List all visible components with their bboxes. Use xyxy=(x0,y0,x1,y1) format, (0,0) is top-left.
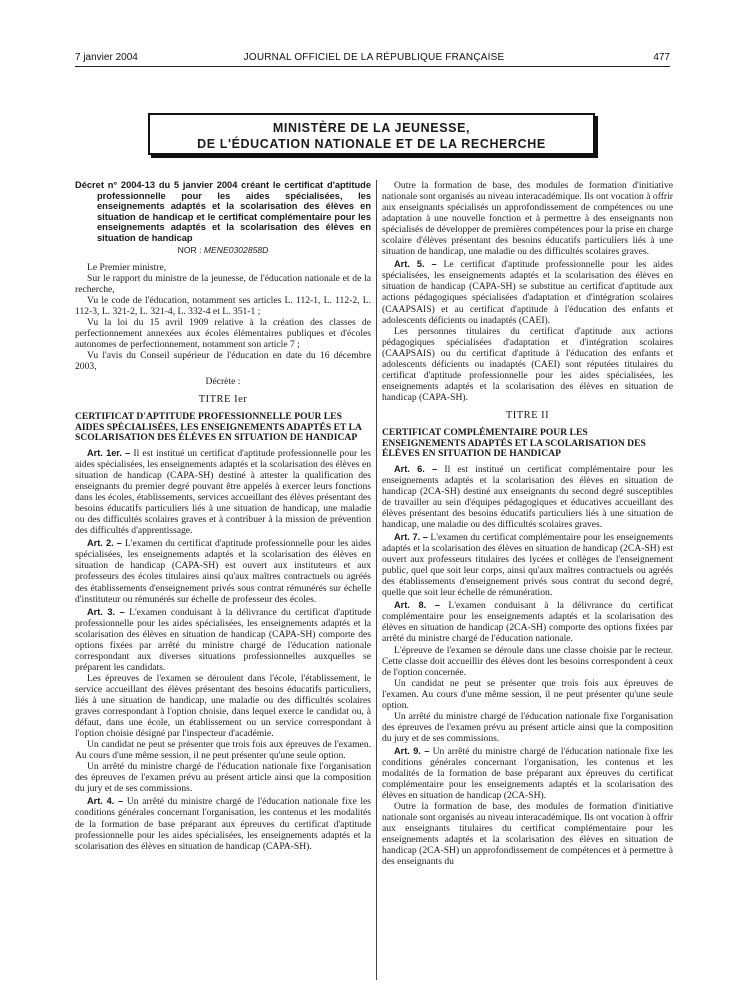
decrete-line: Décrète : xyxy=(205,376,241,388)
article-text: L'examen du certificat complémentaire pour les enseignements adaptés et la scolarisation des élèves en situation de handicap (2CA-SH) est ouvert aux professeurs titulaires des lycées et collèges de l'enseignement public, quel que soit leur corps, ainsi qu'aux maîtres contractuels ou agréés des établissements d'enseignement privés sous contrat du second degré, quelle que soit leur échelle de rémunération. xyxy=(382,532,673,599)
article-7 xyxy=(382,532,673,598)
article-text: L'examen du certificat d'aptitude professionnelle pour les aides spécialisées, les enseignements adaptés et la scolarisation des élèves en situation de handicap (CAPA-SH) est ouvert aux instituteurs et aux professeurs des écoles titulaires ainsi qu'aux maîtres contractuels ou agréés des établissements d'enseignement privés sous contrat rémunérés sur échelle d'instituteur ou rémunérés sur échelle de professeur des écoles. xyxy=(75,538,371,605)
article-text: L'examen conduisant à la délivrance du certificat complémentaire pour les enseignements adaptés et la scolarisation des élèves en situation de handicap (2CA-SH) comporte des options fixées par arrêté du ministre chargé de l'éducation nationale. xyxy=(382,600,673,645)
article-paragraph: Les épreuves de l'examen se déroulent dans l'école, l'établissement, le service accueillant des élèves présentant des besoins éducatifs particuliers, liés à une situation de handicap, une maladie ou des difficultés scolaires graves correspondant à l'option choisie, dans lequel exerce le candidat ou, à défaut, dans une école, un établissement ou un service correspondant à l'option choisie désigné par l'inspecteur d'académie. xyxy=(75,672,371,740)
header-date: 7 janvier 2004 xyxy=(75,52,138,63)
article-text: Il est institué un certificat d'aptitude professionnelle pour les aides spécialisées, les enseignements adaptés et la scolarisation des élèves en situation de handicap (CAPA-SH) destiné à attester la qualification des enseignants du premier degré pouvant être appelés à exercer leurs fonctions dans les écoles, établissements, services accueillant des élèves présentant des besoins éducatifs particuliers liés à une situation de handicap, une maladie ou des difficultés scolaires graves et à contribuer à la mission de prévention des difficultés d'apprentissage. xyxy=(75,447,371,537)
article-4 xyxy=(75,796,371,851)
preamble-line: Vu le code de l'éducation, notamment ses articles L. 112-1, L. 112-2, L. 112-3, L. 321-2, L. 321-4, L. 332-4 et L. 351-1 ; xyxy=(75,294,371,317)
article-paragraph: L'épreuve de l'examen se déroule dans une classe choisie par le recteur. Cette classe doit accueillir des élèves dont les besoins correspondent à ceux de l'option concernée. xyxy=(382,644,673,678)
titre-1-subheading: CERTIFICAT D'APTITUDE PROFESSIONNELLE POUR LES AIDES SPÉCIALISÉES, LES ENSEIGNEMENTS ADAPTÉS ET LA SCOLARISATION DES ÉLÈVES EN SITUATION DE HANDICAP xyxy=(75,411,362,444)
article-label: Art. 9. – xyxy=(394,745,430,756)
article-paragraph: Un arrêté du ministre chargé de l'éducation nationale fixe l'organisation des épreuves de l'examen prévu au présent article ainsi que la composition du jury et de ses commissions. xyxy=(75,761,371,795)
nor-label: NOR : xyxy=(177,244,202,255)
titre-2-heading: TITRE II xyxy=(505,409,550,421)
article-text: L'examen conduisant à la délivrance du certificat d'aptitude professionnelle pour les aides spécialisées, les enseignements adaptés et la scolarisation des élèves en situation de handicap (CAPA-SH) comporte des options fixées par arrêté du ministre chargé de l'éducation nationale correspondant aux diverses situations professionnelles auxquelles se préparent les candidats. xyxy=(75,606,372,673)
ministry-heading-box xyxy=(148,113,595,155)
article-paragraph: Un candidat ne peut se présenter que trois fois aux épreuves de l'examen. Au cours d'une même session, il ne peut présenter qu'une seule option. xyxy=(382,677,673,711)
article-label: Art. 5. – xyxy=(394,259,437,270)
article-label: Art. 8. – xyxy=(394,600,440,611)
titre-1-heading: TITRE Ier xyxy=(198,394,248,406)
right-column xyxy=(382,180,673,867)
article-paragraph: Outre la formation de base, des modules de formation d'initiative nationale sont organisés au niveau interacadémique. Ils ont vocation à offrir aux enseignants spécialisés un approfondissement de compétences ou une adaptation à une nouvelle fonction et à permettre à des enseignants non spécialisés de développer de premières compétences pour la prise en charge scolaire d'élèves présentant des besoins éducatifs particuliers liés à une situation de handicap, une maladie ou des difficultés scolaires graves. xyxy=(382,180,673,258)
article-label: Art. 7. – xyxy=(394,532,428,543)
article-label: Art. 1er. – xyxy=(87,447,131,458)
page-number: 477 xyxy=(653,52,670,63)
article-paragraph: Les personnes titulaires du certificat d'aptitude aux actions pédagogiques spécialisées d'adaptation et d'intégration scolaires (CAAPSAIS) ou du certificat d'aptitude à l'éducation des enfants et adolescents déficients ou inadaptés (CAEI) sont réputées titulaires du certificat d'aptitude professionnelle pour les aides spécialisées, les enseignements adaptés et la scolarisation des élèves en situation de handicap (CAPA-SH). xyxy=(382,325,673,403)
preamble-line: Sur le rapport du ministre de la jeunesse, de l'éducation nationale et de la recherche, xyxy=(75,272,371,295)
article-1 xyxy=(75,448,371,536)
ministry-line-1: MINISTÈRE DE LA JEUNESSE, xyxy=(272,121,471,135)
article-paragraph: Outre la formation de base, des modules de formation d'initiative nationale sont organisés au niveau interacadémique. Ils ont vocation à offrir aux enseignants titulaires du certificat complémentaire pour les enseignements adaptés et la scolarisation des élèves en situation de handicap (2CA-SH) un approfondissement de compétences et à permettre à des enseignants du xyxy=(382,801,673,868)
ministry-line-2: DE L'ÉDUCATION NATIONALE ET DE LA RECHERCHE xyxy=(197,137,546,151)
decree-title: Décret n° 2004-13 du 5 janvier 2004 créant le certificat d'aptitude professionnelle pour les aides spécialisées, les enseignements adaptés et la scolarisation des élèves en situation de handicap et le certificat complémentaire pour les enseignements adaptés et la scolarisation des élèves en situation de handicap xyxy=(75,180,371,243)
titre-2-subheading: CERTIFICAT COMPLÉMENTAIRE POUR LES ENSEIGNEMENTS ADAPTÉS ET LA SCOLARISATION DES ÉLÈVES EN SITUATION DE HANDICAP xyxy=(382,426,646,460)
article-text: Le certificat d'aptitude professionnelle pour les aides spécialisées, les enseignements adaptés et la scolarisation des élèves en situation de handicap (CAPA-SH) se substitue au certificat d'aptitude aux actions pédagogiques spécialisées d'adaptation et d'intégration scolaires (CAAPSAIS) et au certificat d'aptitude à l'éducation des enfants et adolescents déficients ou inadaptés (CAEI). xyxy=(382,259,673,326)
left-column xyxy=(75,180,371,852)
article-label: Art. 2. – xyxy=(87,538,122,549)
article-label: Art. 3. – xyxy=(87,606,125,617)
article-5 xyxy=(382,259,673,325)
preamble-line: Le Premier ministre, xyxy=(87,261,167,273)
article-6 xyxy=(382,464,673,530)
article-9 xyxy=(382,746,673,801)
article-text: Un arrêté du ministre chargé de l'éducation nationale fixe les conditions générales concernant l'organisation, les contenus et les modalités de la formation de base préparant aux épreuves du certificat complémentaire pour les enseignements adaptés et la scolarisation des élèves en situation de handicap (2CA-SH). xyxy=(382,745,673,802)
nor-reference xyxy=(75,245,371,256)
article-2 xyxy=(75,538,371,604)
article-text: Il est institué un certificat complémentaire pour les enseignements adaptés et la scolarisation des élèves en situation de handicap (2CA-SH) destiné aux enseignants du second degré susceptibles de travailler au sein d'équipes pédagogiques et éducatives accueillant des élèves présentant des besoins éducatifs particuliers liés à une situation de handicap, une maladie ou des difficultés scolaires graves. xyxy=(382,463,674,530)
nor-value: MENE0302858D xyxy=(203,244,269,255)
preamble-line: Vu l'avis du Conseil supérieur de l'éducation en date du 16 décembre 2003, xyxy=(75,349,371,373)
article-label: Art. 6. – xyxy=(394,463,438,474)
article-text: Un arrêté du ministre chargé de l'éducation nationale fixe les conditions générales concernant l'organisation, les contenus et les modalités de la formation de base préparant aux épreuves du certificat d'aptitude professionnelle pour les aides spécialisées, les enseignements adaptés et la scolarisation des élèves en situation de handicap (CAPA-SH). xyxy=(75,796,372,852)
journal-title: JOURNAL OFFICIEL DE LA RÉPUBLIQUE FRANÇAISE xyxy=(243,52,505,63)
header-rule xyxy=(75,66,670,67)
article-paragraph: Un candidat ne peut se présenter que trois fois aux épreuves de l'examen. Au cours d'une même session, il ne peut présenter qu'une seule option. xyxy=(75,739,371,762)
preamble-line: Vu la loi du 15 avril 1909 relative à la création des classes de perfectionnement annexées aux écoles élémentaires publiques et d'écoles autonomes de perfectionnement, notamment son article 7 ; xyxy=(75,316,371,350)
article-label: Art. 4. – xyxy=(87,796,124,807)
column-divider xyxy=(376,180,377,980)
article-8 xyxy=(382,600,673,644)
article-paragraph: Un arrêté du ministre chargé de l'éducation nationale fixe l'organisation des épreuves de l'examen prévu au présent article ainsi que la composition du jury et de ses commissions. xyxy=(382,710,673,744)
article-3 xyxy=(75,607,371,673)
